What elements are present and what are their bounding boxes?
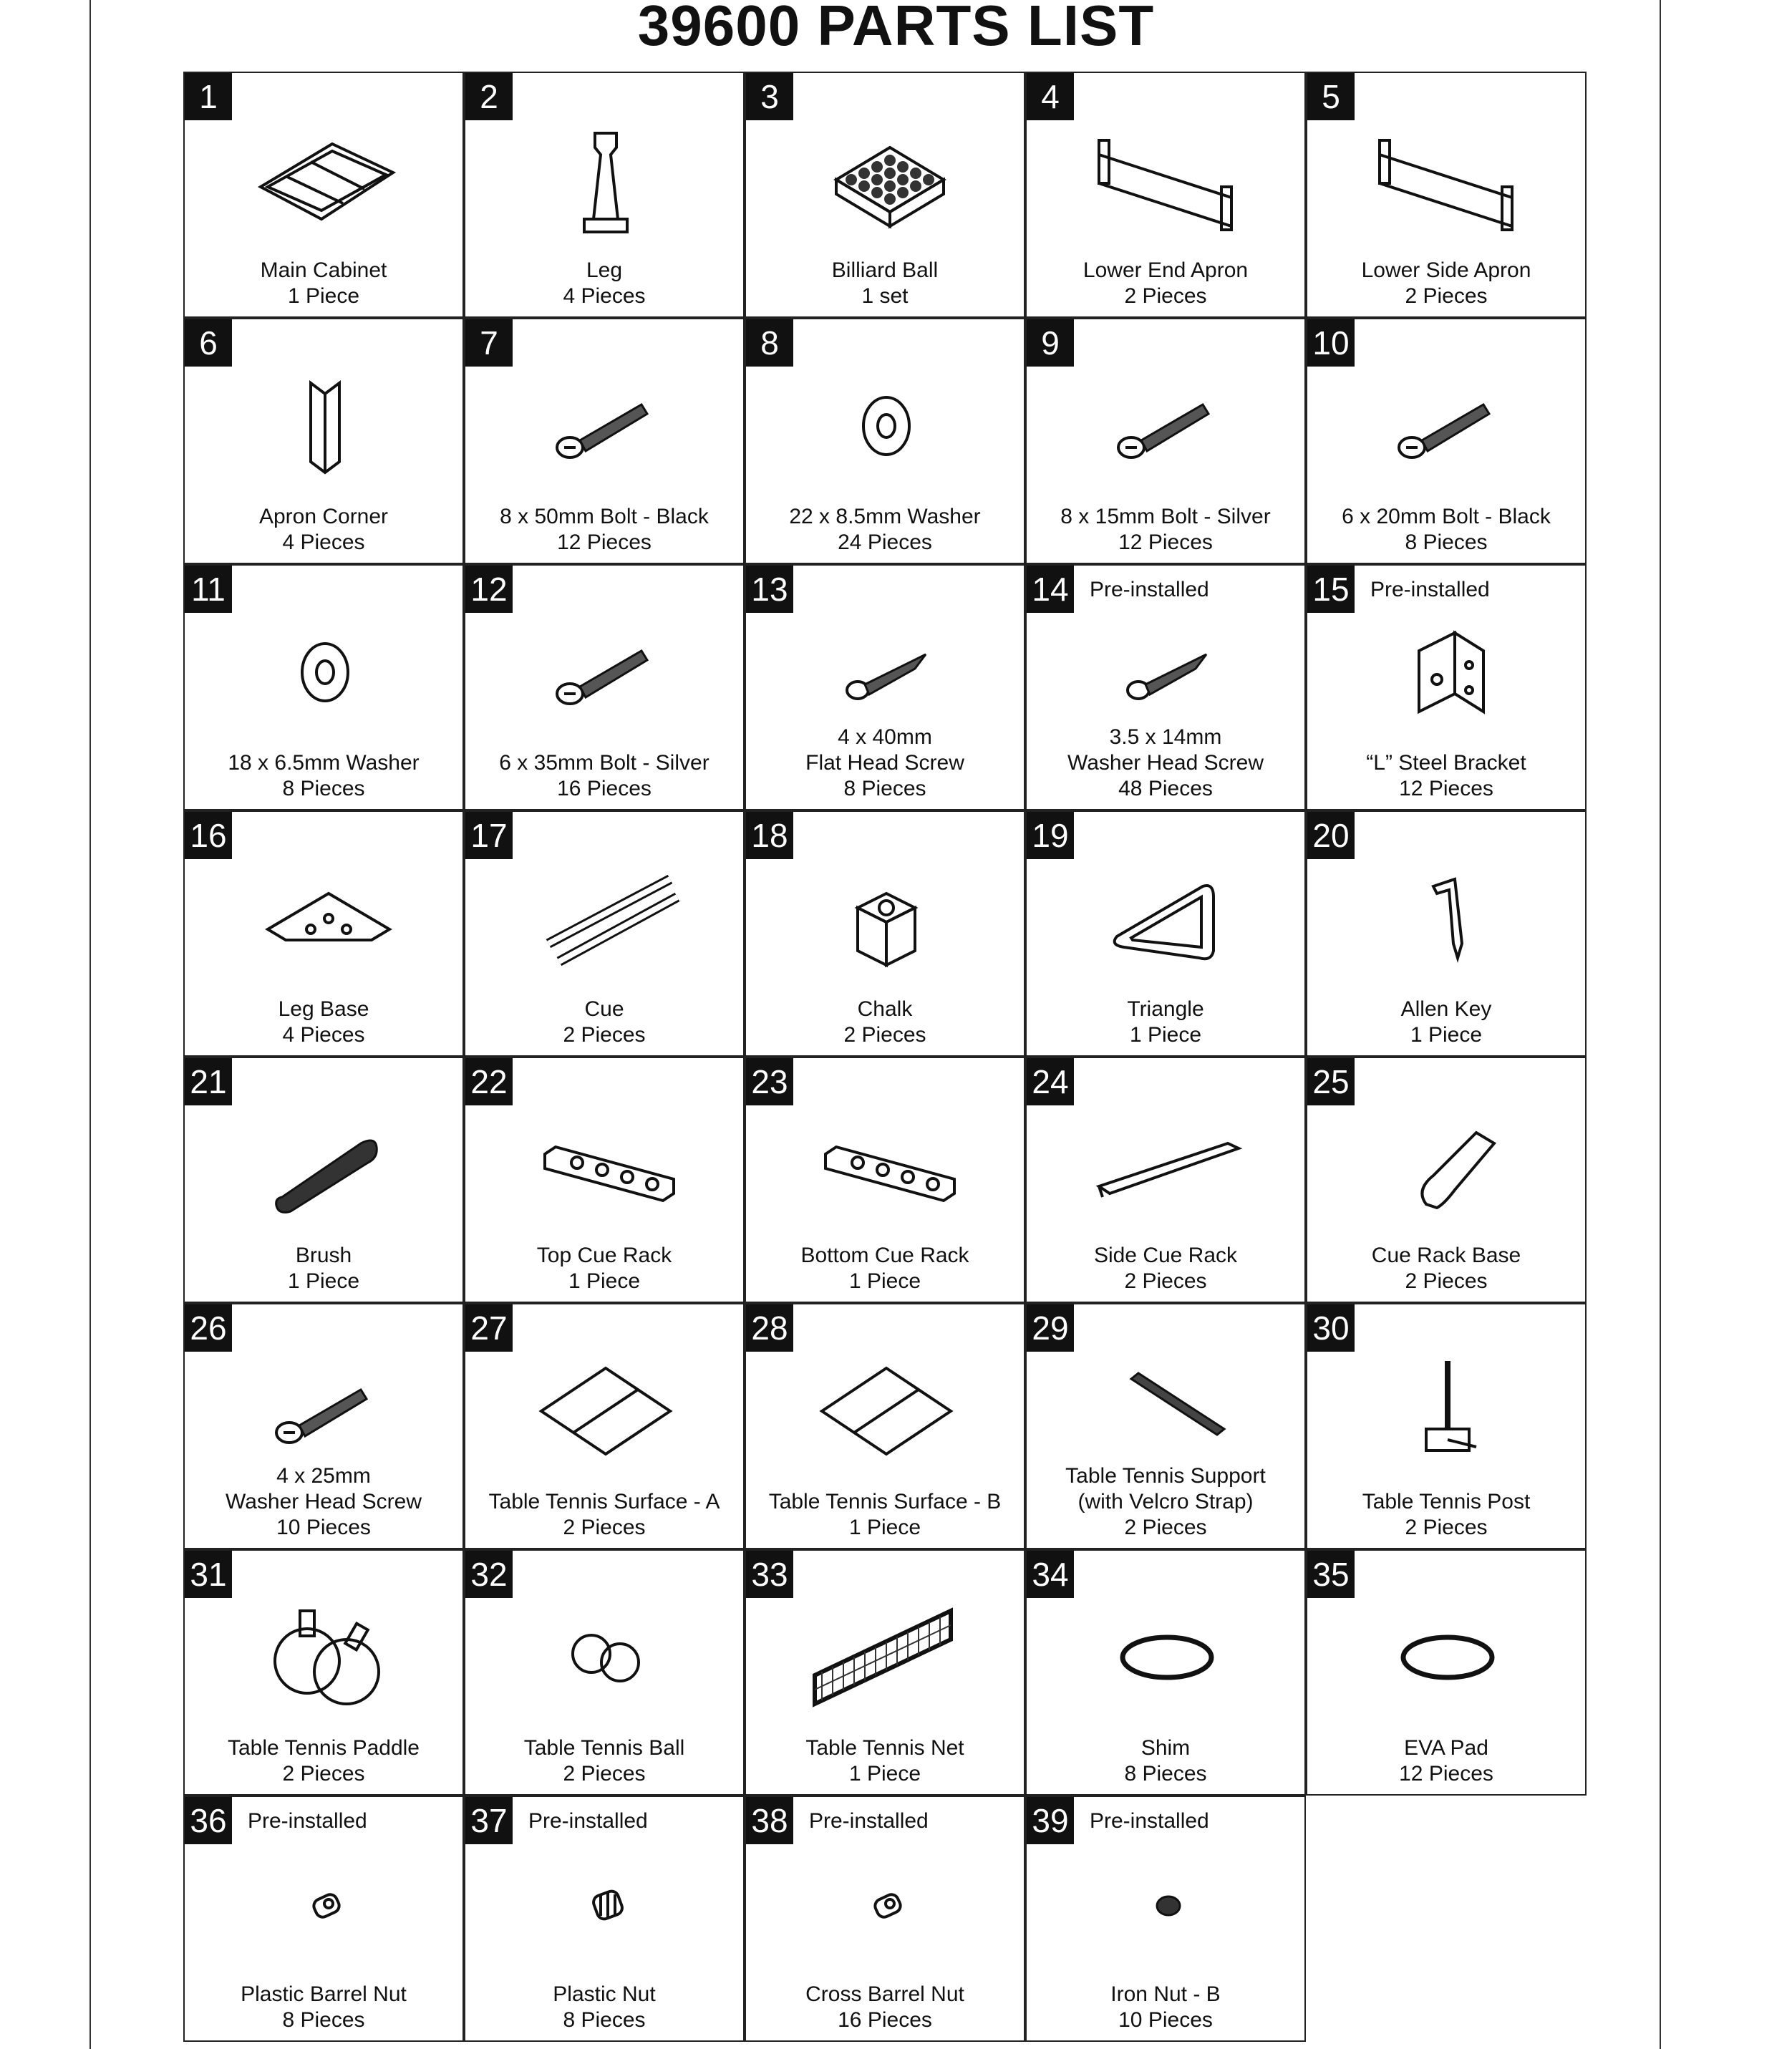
part-label [746, 1489, 1024, 1541]
part-cell-8 [745, 318, 1025, 564]
part-cell-5 [1306, 72, 1587, 318]
part-number-badge: 8 [746, 319, 793, 367]
part-name: Flat Head Screw [805, 751, 964, 775]
part-name: Washer Head Screw [226, 1490, 422, 1513]
part-label [1027, 258, 1304, 309]
part-label [746, 997, 1024, 1048]
part-quantity: 16 Pieces [557, 777, 652, 800]
part-number-badge: 31 [185, 1551, 232, 1598]
part-label [1027, 504, 1304, 556]
part-name: Table Tennis Surface - A [488, 1490, 720, 1513]
part-name: Table Tennis Support [1065, 1464, 1266, 1488]
part-cell-1 [183, 72, 464, 318]
part-cell-21 [183, 1057, 464, 1303]
part-name: Leg [586, 258, 623, 282]
part-name: Table Tennis Net [805, 1736, 964, 1760]
part-label [465, 1489, 743, 1541]
part-number-badge: 11 [185, 566, 232, 613]
leg-base-icon [246, 858, 404, 979]
part-number-badge: 29 [1027, 1304, 1074, 1352]
part-name: 8 x 15mm Bolt - Silver [1060, 505, 1271, 528]
part-number-badge: 35 [1307, 1551, 1355, 1598]
part-number-badge: 15 [1307, 566, 1355, 613]
part-quantity: 2 Pieces [282, 1762, 365, 1786]
apron-corner-icon [246, 365, 404, 487]
part-number-badge: 28 [746, 1304, 793, 1352]
part-cell-13 [745, 564, 1025, 810]
part-number-badge: 30 [1307, 1304, 1355, 1352]
part-number-badge: 10 [1307, 319, 1355, 367]
part-label [1027, 1982, 1304, 2033]
cue-icon [527, 858, 684, 979]
part-label [185, 997, 462, 1048]
part-name: Plastic Nut [553, 1982, 656, 2006]
cabinet-icon [246, 119, 404, 241]
part-quantity: 1 Piece [848, 1269, 921, 1293]
page-title: 39600 PARTS LIST [637, 0, 1155, 57]
barrel-nut-icon [808, 1843, 965, 1965]
part-cell-33 [745, 1549, 1025, 1796]
part-label [185, 1243, 462, 1294]
part-quantity: 8 Pieces [843, 777, 926, 800]
part-label [1027, 1463, 1304, 1541]
support-icon [1088, 1350, 1246, 1472]
part-quantity: 24 Pieces [838, 531, 932, 554]
part-number-badge: 23 [746, 1058, 793, 1105]
part-name: 22 x 8.5mm Washer [789, 505, 981, 528]
part-cell-31 [183, 1549, 464, 1796]
part-label [465, 1982, 743, 2033]
part-label [746, 725, 1024, 802]
part-cell-3 [745, 72, 1025, 318]
part-quantity: 1 Piece [848, 1762, 921, 1786]
shim-icon [1088, 1597, 1246, 1718]
part-quantity: 2 Pieces [1405, 284, 1488, 308]
rack-base-icon [1369, 1104, 1526, 1226]
part-label [185, 1735, 462, 1787]
part-quantity: 4 Pieces [282, 531, 365, 554]
part-quantity: 2 Pieces [843, 1023, 926, 1047]
part-number-badge: 38 [746, 1797, 793, 1844]
part-name: Cue [584, 997, 624, 1021]
plastic-nut-icon [527, 1843, 684, 1965]
part-cell-18 [745, 810, 1025, 1057]
part-quantity: 1 Piece [1129, 1023, 1202, 1047]
part-number-badge: 25 [1307, 1058, 1355, 1105]
part-quantity: 8 Pieces [282, 2008, 365, 2032]
part-cell-38 [745, 1796, 1025, 2042]
part-cell-7 [464, 318, 745, 564]
part-number-badge: 33 [746, 1551, 793, 1598]
part-cell-20 [1306, 810, 1587, 1057]
part-name: 18 x 6.5mm Washer [228, 751, 420, 775]
part-name: Lower Side Apron [1361, 258, 1531, 282]
part-name: Shim [1140, 1736, 1191, 1760]
washer-icon [246, 611, 404, 733]
parts-grid [183, 72, 1587, 2040]
part-quantity: 10 Pieces [1118, 2008, 1213, 2032]
net-icon [808, 1597, 965, 1718]
part-quantity: 2 Pieces [563, 1023, 646, 1047]
part-label [465, 504, 743, 556]
part-cell-23 [745, 1057, 1025, 1303]
part-name: Apron Corner [258, 505, 389, 528]
part-name: Cue Rack Base [1371, 1244, 1521, 1267]
part-name: Table Tennis Paddle [228, 1736, 420, 1760]
part-quantity: 8 Pieces [1405, 531, 1488, 554]
part-name: Iron Nut - B [1110, 1982, 1221, 2006]
part-quantity: 10 Pieces [276, 1516, 371, 1539]
part-name: Side Cue Rack [1093, 1244, 1238, 1267]
chalk-icon [808, 858, 965, 979]
part-cell-28 [745, 1303, 1025, 1549]
part-label [1027, 1243, 1304, 1294]
part-quantity: 48 Pieces [1118, 777, 1213, 800]
bolt-icon [246, 1350, 404, 1472]
part-name: Table Tennis Post [1362, 1490, 1531, 1513]
part-label [185, 504, 462, 556]
allen-key-icon [1369, 858, 1526, 979]
iron-nut-icon [1088, 1843, 1246, 1965]
part-quantity: 2 Pieces [1124, 284, 1207, 308]
part-cell-6 [183, 318, 464, 564]
post-icon [1369, 1350, 1526, 1472]
part-quantity: 2 Pieces [563, 1516, 646, 1539]
tennis-surface-icon [527, 1350, 684, 1472]
tennis-ball-icon [527, 1597, 684, 1718]
part-label [1307, 504, 1585, 556]
part-quantity: 2 Pieces [1124, 1516, 1207, 1539]
side-rack-icon [1088, 1104, 1246, 1226]
part-cell-39 [1025, 1796, 1306, 2042]
part-label [465, 750, 743, 802]
part-cell-32 [464, 1549, 745, 1796]
part-label [185, 1463, 462, 1541]
pre-installed-note: Pre-installed [1090, 1809, 1209, 1833]
triangle-icon [1088, 858, 1246, 979]
part-number-badge: 17 [465, 812, 513, 859]
part-name: EVA Pad [1404, 1736, 1488, 1760]
part-number-badge: 7 [465, 319, 513, 367]
part-quantity: 2 Pieces [1405, 1269, 1488, 1293]
part-cell-15 [1306, 564, 1587, 810]
part-label [1307, 258, 1585, 309]
part-name: Brush [295, 1244, 352, 1267]
part-quantity: 1 set [861, 284, 909, 308]
billiard-balls-icon [808, 119, 965, 241]
part-name: Triangle [1127, 997, 1204, 1021]
part-number-badge: 19 [1027, 812, 1074, 859]
part-name: 6 x 35mm Bolt - Silver [499, 751, 709, 775]
part-cell-9 [1025, 318, 1306, 564]
part-name: 4 x 40mm [838, 725, 932, 749]
part-quantity: 1 Piece [568, 1269, 641, 1293]
part-label [185, 258, 462, 309]
part-name: 4 x 25mm [276, 1464, 371, 1488]
part-name: Cross Barrel Nut [805, 1982, 964, 2006]
part-quantity: 2 Pieces [1124, 1269, 1207, 1293]
part-number-badge: 1 [185, 73, 232, 120]
part-cell-4 [1025, 72, 1306, 318]
part-cell-29 [1025, 1303, 1306, 1549]
pad-icon [1369, 1597, 1526, 1718]
part-label [1027, 1735, 1304, 1787]
part-name: (with Velcro Strap) [1077, 1490, 1254, 1513]
part-label [746, 1735, 1024, 1787]
part-number-badge: 34 [1027, 1551, 1074, 1598]
brush-icon [246, 1104, 404, 1226]
page-border-left [89, 0, 91, 2049]
part-number-badge: 32 [465, 1551, 513, 1598]
page-border-right [1660, 0, 1661, 2049]
part-cell-34 [1025, 1549, 1306, 1796]
apron-icon [1369, 119, 1526, 241]
part-name: Table Tennis Surface - B [768, 1490, 1002, 1513]
part-label [1307, 1735, 1585, 1787]
part-number-badge: 16 [185, 812, 232, 859]
part-label [746, 258, 1024, 309]
screw-icon [1088, 611, 1246, 733]
part-quantity: 16 Pieces [838, 2008, 932, 2032]
part-cell-10 [1306, 318, 1587, 564]
part-cell-2 [464, 72, 745, 318]
part-number-badge: 21 [185, 1058, 232, 1105]
part-number-badge: 14 [1027, 566, 1074, 613]
part-label [465, 997, 743, 1048]
bolt-icon [1369, 365, 1526, 487]
tennis-surface-icon [808, 1350, 965, 1472]
part-number-badge: 24 [1027, 1058, 1074, 1105]
part-number-badge: 20 [1307, 812, 1355, 859]
part-number-badge: 39 [1027, 1797, 1074, 1844]
part-cell-16 [183, 810, 464, 1057]
cue-rack-icon [808, 1104, 965, 1226]
part-cell-24 [1025, 1057, 1306, 1303]
part-number-badge: 26 [185, 1304, 232, 1352]
part-label [1027, 725, 1304, 802]
part-label [1027, 997, 1304, 1048]
part-quantity: 12 Pieces [557, 531, 652, 554]
part-label [746, 1982, 1024, 2033]
part-cell-27 [464, 1303, 745, 1549]
part-quantity: 1 Piece [848, 1516, 921, 1539]
bolt-icon [527, 365, 684, 487]
part-cell-19 [1025, 810, 1306, 1057]
bolt-icon [1088, 365, 1246, 487]
part-number-badge: 22 [465, 1058, 513, 1105]
part-quantity: 12 Pieces [1118, 531, 1213, 554]
part-quantity: 1 Piece [1410, 1023, 1483, 1047]
part-name: Allen Key [1400, 997, 1492, 1021]
part-quantity: 4 Pieces [563, 284, 646, 308]
pre-installed-note: Pre-installed [809, 1809, 929, 1833]
pre-installed-note: Pre-installed [1370, 578, 1490, 601]
part-label [465, 1735, 743, 1787]
pre-installed-note: Pre-installed [1090, 578, 1209, 601]
part-quantity: 12 Pieces [1399, 1762, 1493, 1786]
apron-icon [1088, 119, 1246, 241]
part-number-badge: 37 [465, 1797, 513, 1844]
cue-rack-icon [527, 1104, 684, 1226]
part-quantity: 4 Pieces [282, 1023, 365, 1047]
pre-installed-note: Pre-installed [528, 1809, 648, 1833]
part-name: “L” Steel Bracket [1366, 751, 1526, 775]
part-number-badge: 3 [746, 73, 793, 120]
part-cell-30 [1306, 1303, 1587, 1549]
barrel-nut-icon [246, 1843, 404, 1965]
part-name: Chalk [857, 997, 913, 1021]
part-number-badge: 36 [185, 1797, 232, 1844]
part-label [465, 258, 743, 309]
part-quantity: 2 Pieces [1405, 1516, 1488, 1539]
part-label [465, 1243, 743, 1294]
part-cell-17 [464, 810, 745, 1057]
part-quantity: 8 Pieces [282, 777, 365, 800]
part-number-badge: 13 [746, 566, 793, 613]
bolt-icon [527, 611, 684, 733]
leg-icon [527, 119, 684, 241]
part-number-badge: 9 [1027, 319, 1074, 367]
screw-icon [808, 611, 965, 733]
part-label [1307, 997, 1585, 1048]
part-label [746, 1243, 1024, 1294]
part-label [1307, 1243, 1585, 1294]
part-name: 8 x 50mm Bolt - Black [500, 505, 709, 528]
paddle-icon [246, 1597, 404, 1718]
part-name: Table Tennis Ball [523, 1736, 685, 1760]
part-label [1307, 750, 1585, 802]
part-number-badge: 4 [1027, 73, 1074, 120]
part-number-badge: 12 [465, 566, 513, 613]
part-name: Lower End Apron [1083, 258, 1249, 282]
part-cell-14 [1025, 564, 1306, 810]
part-name: Plastic Barrel Nut [241, 1982, 407, 2006]
part-name: Top Cue Rack [536, 1244, 672, 1267]
washer-icon [808, 365, 965, 487]
part-name: Billiard Ball [831, 258, 939, 282]
part-quantity: 2 Pieces [563, 1762, 646, 1786]
part-cell-36 [183, 1796, 464, 2042]
part-number-badge: 6 [185, 319, 232, 367]
part-name: Washer Head Screw [1067, 751, 1264, 775]
part-label [746, 504, 1024, 556]
part-quantity: 1 Piece [287, 284, 360, 308]
part-name: 6 x 20mm Bolt - Black [1342, 505, 1551, 528]
part-number-badge: 5 [1307, 73, 1355, 120]
part-name: 3.5 x 14mm [1109, 725, 1222, 749]
part-quantity: 8 Pieces [563, 2008, 646, 2032]
part-quantity: 1 Piece [287, 1269, 360, 1293]
part-name: Main Cabinet [260, 258, 387, 282]
part-number-badge: 2 [465, 73, 513, 120]
part-number-badge: 27 [465, 1304, 513, 1352]
part-label [185, 1982, 462, 2033]
part-cell-37 [464, 1796, 745, 2042]
part-label [1307, 1489, 1585, 1541]
l-bracket-icon [1369, 611, 1526, 733]
part-label [185, 750, 462, 802]
part-cell-35 [1306, 1549, 1587, 1796]
part-cell-12 [464, 564, 745, 810]
pre-installed-note: Pre-installed [248, 1809, 367, 1833]
part-quantity: 12 Pieces [1399, 777, 1493, 800]
part-cell-11 [183, 564, 464, 810]
part-name: Bottom Cue Rack [800, 1244, 969, 1267]
part-cell-26 [183, 1303, 464, 1549]
part-cell-22 [464, 1057, 745, 1303]
part-quantity: 8 Pieces [1124, 1762, 1207, 1786]
part-cell-25 [1306, 1057, 1587, 1303]
part-number-badge: 18 [746, 812, 793, 859]
part-name: Leg Base [278, 997, 369, 1021]
